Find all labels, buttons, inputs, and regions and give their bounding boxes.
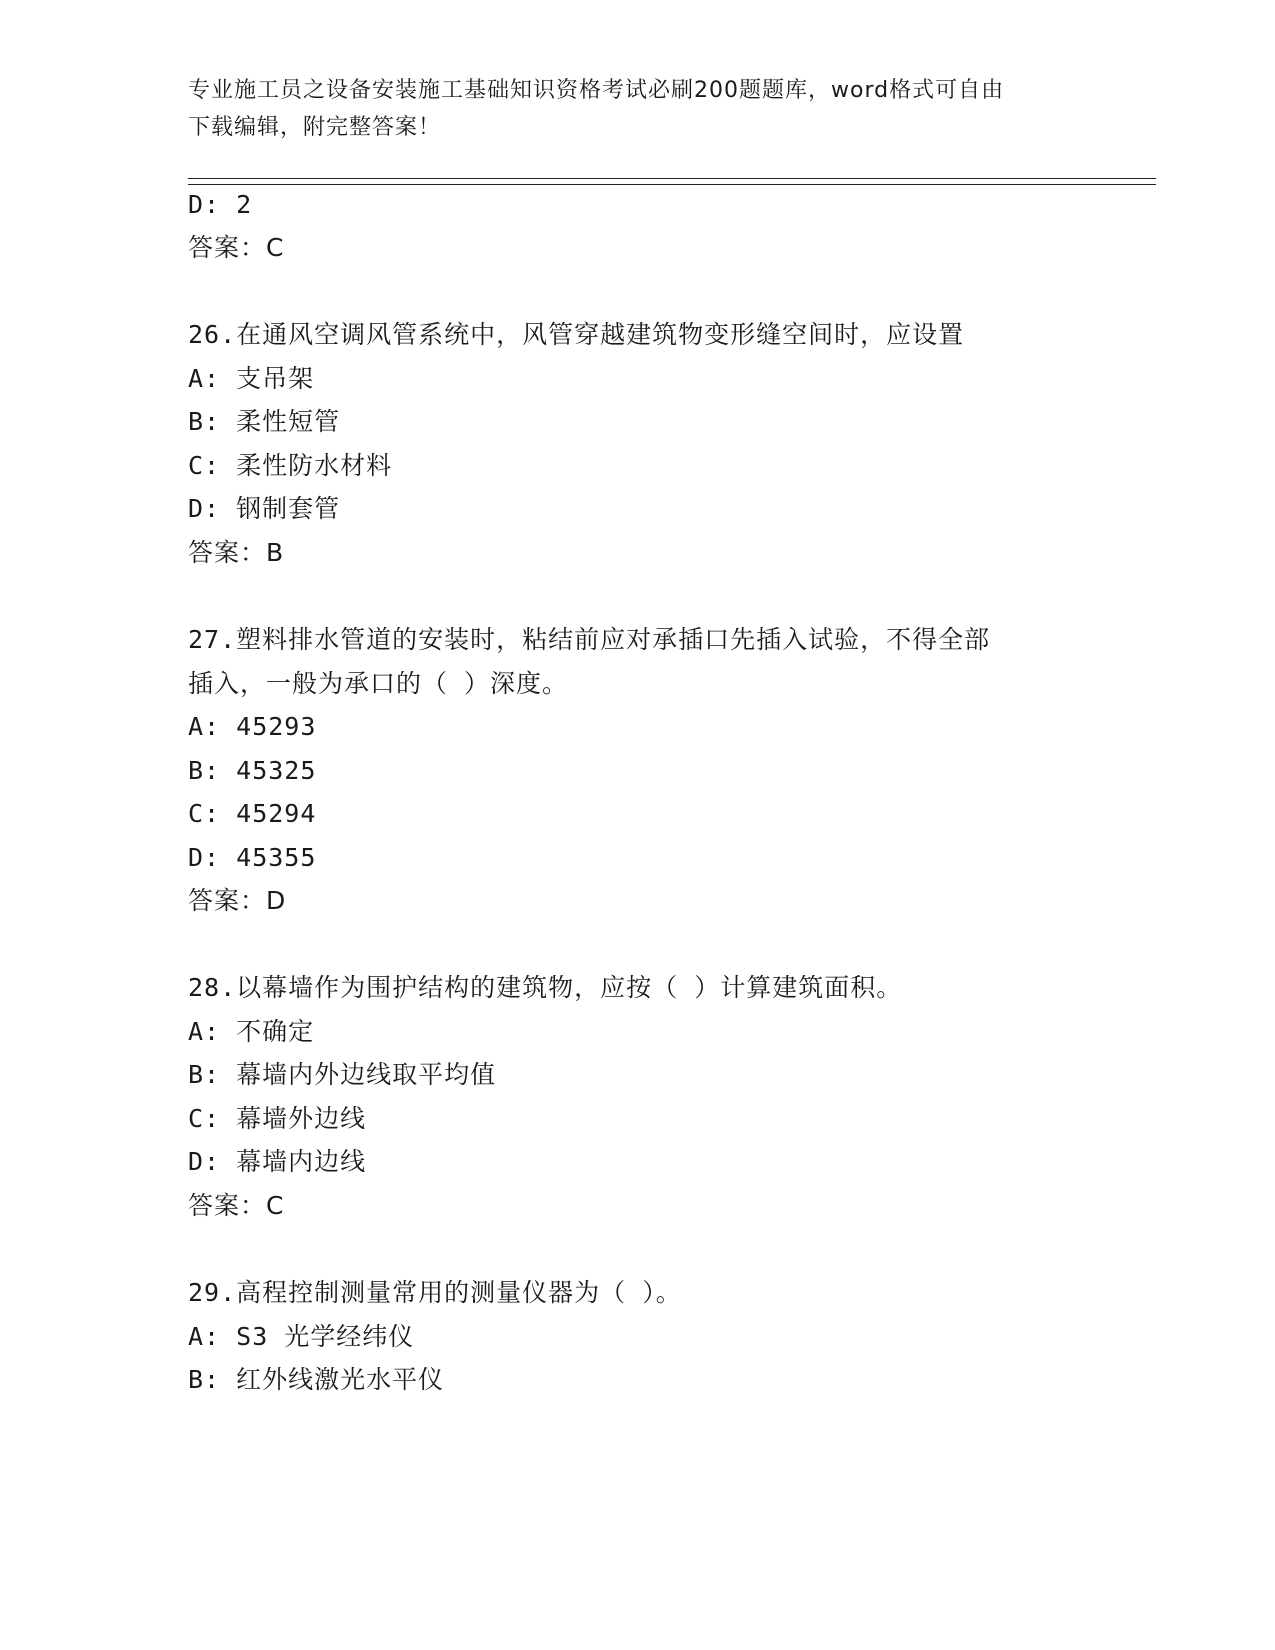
q26-option-d: D: 钢制套管 [188,494,341,523]
q26-option-a: A: 支吊架 [188,364,315,393]
header-line-2: 下载编辑，附完整答案！ [188,115,442,140]
q27-option-a: A: 45293 [188,712,317,741]
header-line-1: 专业施工员之设备安装施工基础知识资格考试必刷200题题库，word格式可自由 [188,78,1005,103]
q29-option-a: A: S3 光学经纬仪 [188,1322,415,1351]
q28-option-c: C: 幕墙外边线 [188,1104,367,1133]
q25-answer: 答案：C [188,233,285,262]
q26-option-c: C: 柔性防水材料 [188,451,393,480]
q28-option-d: D: 幕墙内边线 [188,1147,367,1176]
q27-option-c: C: 45294 [188,799,317,828]
q28-answer: 答案：C [188,1191,285,1220]
q28-option-a: A: 不确定 [188,1017,315,1046]
document-header [188,72,1088,146]
q29-question: 29.高程控制测量常用的测量仪器为（ ）。 [188,1278,682,1307]
q26-answer: 答案：B [188,538,285,567]
q27-question-line-2: 插入，一般为承口的（ ）深度。 [188,669,569,698]
q25-option-d: D: 2 [188,190,253,219]
header-divider-top [188,178,1156,179]
q28-question: 28.以幕墙作为围护结构的建筑物，应按（ ）计算建筑面积。 [188,973,903,1002]
q27-option-d: D: 45355 [188,843,317,872]
q26-question: 26.在通风空调风管系统中，风管穿越建筑物变形缝空间时，应设置 [188,320,965,349]
q27-option-b: B: 45325 [188,756,317,785]
q26-option-b: B: 柔性短管 [188,407,341,436]
q27-answer: 答案：D [188,886,287,915]
q28-option-b: B: 幕墙内外边线取平均值 [188,1060,497,1089]
document-page [188,0,1158,1650]
q27-question-line-1: 27.塑料排水管道的安装时，粘结前应对承插口先插入试验，不得全部 [188,625,991,654]
q29-option-b: B: 红外线激光水平仪 [188,1365,445,1394]
header-divider-bottom [188,184,1156,185]
